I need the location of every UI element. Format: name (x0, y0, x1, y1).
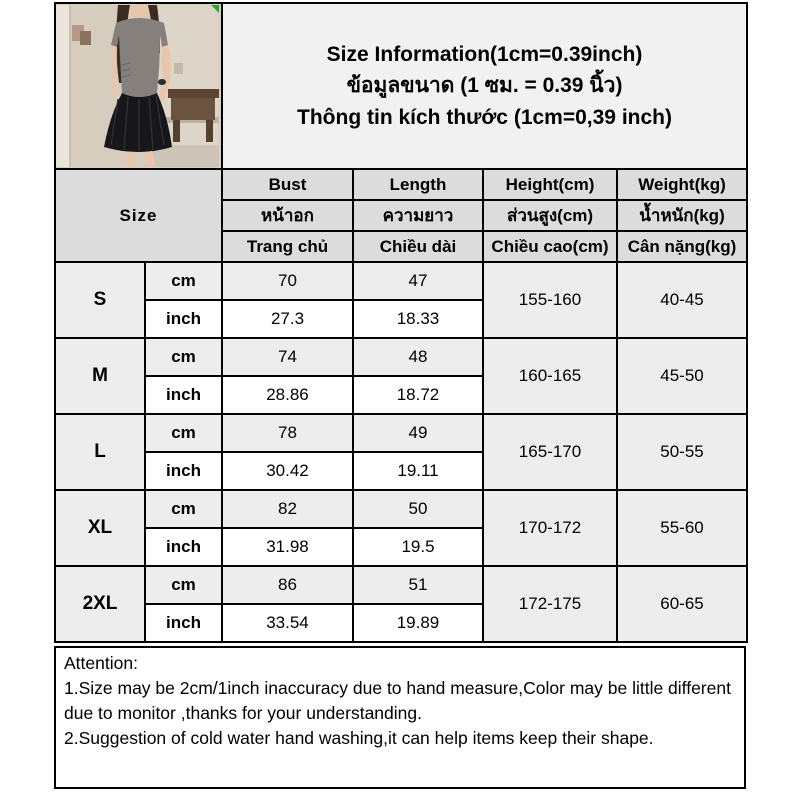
attention-line-1: 1.Size may be 2cm/1inch inaccuracy due to hand measure,Color may be little different due to monitor ,thanks for your understanding. (64, 677, 731, 723)
bust-inch-s: 27.3 (222, 300, 353, 338)
unit-cm: cm (145, 490, 222, 528)
unit-cm: cm (145, 414, 222, 452)
weight-range-m: 45-50 (617, 338, 747, 414)
header-bust-vi: Trang chủ (222, 231, 353, 262)
header-height-en: Height(cm) (483, 169, 617, 200)
header-bust-th: หน้าอก (222, 200, 353, 231)
weight-range-s: 40-45 (617, 262, 747, 338)
title-line-vi: Thông tin kích thước (1cm=0,39 inch) (297, 105, 672, 129)
size-label-m: M (55, 338, 145, 414)
attention-line-2: 2.Suggestion of cold water hand washing,it can help items keep their shape. (64, 727, 654, 748)
unit-inch: inch (145, 300, 222, 338)
height-range-2xl: 172-175 (483, 566, 617, 642)
header-height-vi: Chiều cao(cm) (483, 231, 617, 262)
size-label-l: L (55, 414, 145, 490)
size-info-title (222, 3, 747, 169)
size-chart-sheet (54, 2, 746, 789)
table-row-xl-cm (55, 490, 747, 528)
header-length-th: ความยาว (353, 200, 483, 231)
length-cm-xl: 50 (353, 490, 483, 528)
unit-cm: cm (145, 566, 222, 604)
size-label-s: S (55, 262, 145, 338)
header-bust-en: Bust (222, 169, 353, 200)
unit-inch: inch (145, 528, 222, 566)
length-inch-2xl: 19.89 (353, 604, 483, 642)
attention-heading: Attention: (64, 653, 138, 673)
attention-note (54, 646, 746, 789)
table-row-s-cm (55, 262, 747, 300)
length-cm-2xl: 51 (353, 566, 483, 604)
length-cm-m: 48 (353, 338, 483, 376)
length-cm-l: 49 (353, 414, 483, 452)
unit-inch: inch (145, 452, 222, 490)
bust-inch-m: 28.86 (222, 376, 353, 414)
size-column-header: Size (55, 169, 222, 262)
unit-cm: cm (145, 262, 222, 300)
weight-range-2xl: 60-65 (617, 566, 747, 642)
header-height-th: ส่วนสูง(cm) (483, 200, 617, 231)
unit-cm: cm (145, 338, 222, 376)
height-range-m: 160-165 (483, 338, 617, 414)
length-inch-l: 19.11 (353, 452, 483, 490)
weight-range-xl: 55-60 (617, 490, 747, 566)
bust-cm-s: 70 (222, 262, 353, 300)
model-photo-illustration (56, 5, 219, 167)
length-cm-s: 47 (353, 262, 483, 300)
bust-inch-2xl: 33.54 (222, 604, 353, 642)
height-range-s: 155-160 (483, 262, 617, 338)
length-inch-m: 18.72 (353, 376, 483, 414)
header-weight-vi: Cân nặng(kg) (617, 231, 747, 262)
bust-inch-l: 30.42 (222, 452, 353, 490)
table-row-m-cm (55, 338, 747, 376)
header-length-vi: Chiều dài (353, 231, 483, 262)
unit-inch: inch (145, 376, 222, 414)
size-label-xl: XL (55, 490, 145, 566)
height-range-l: 165-170 (483, 414, 617, 490)
table-row-l-cm (55, 414, 747, 452)
weight-range-l: 50-55 (617, 414, 747, 490)
header-length-en: Length (353, 169, 483, 200)
height-range-xl: 170-172 (483, 490, 617, 566)
header-weight-th: น้ำหนัก(kg) (617, 200, 747, 231)
bust-cm-2xl: 86 (222, 566, 353, 604)
table-row-2xl-cm (55, 566, 747, 604)
bust-cm-m: 74 (222, 338, 353, 376)
bust-inch-xl: 31.98 (222, 528, 353, 566)
header-weight-en: Weight(kg) (617, 169, 747, 200)
unit-inch: inch (145, 604, 222, 642)
size-table (54, 2, 748, 643)
length-inch-xl: 19.5 (353, 528, 483, 566)
size-label-2xl: 2XL (55, 566, 145, 642)
length-inch-s: 18.33 (353, 300, 483, 338)
bust-cm-xl: 82 (222, 490, 353, 528)
title-line-th: ข้อมูลขนาด (1 ซม. = 0.39 นิ้ว) (346, 74, 623, 98)
title-line-en: Size Information(1cm=0.39inch) (326, 42, 643, 66)
bust-cm-l: 78 (222, 414, 353, 452)
product-photo (55, 3, 222, 169)
